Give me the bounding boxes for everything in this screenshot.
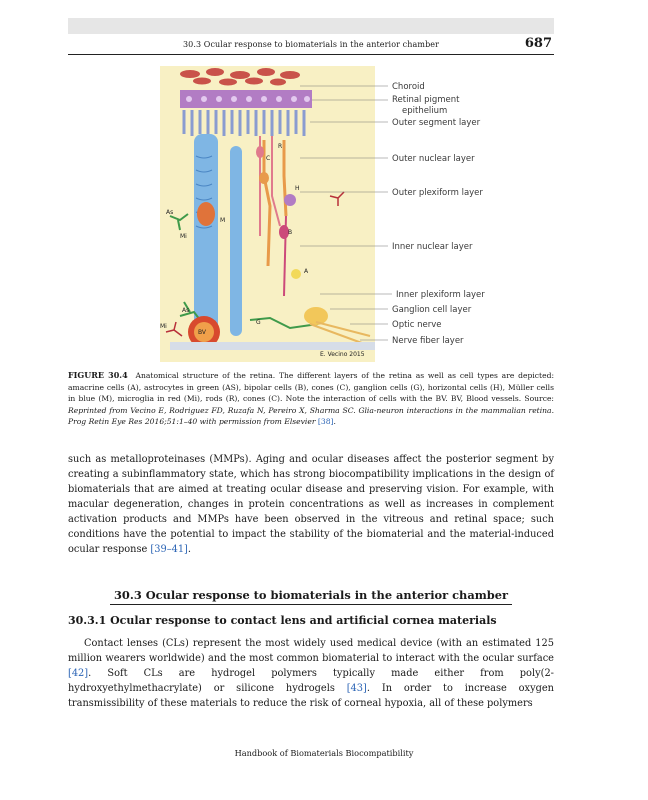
layer-label-outer-segment: Outer segment layer xyxy=(392,118,481,128)
subsection-heading: 30.3.1 Ocular response to contact lens and artificial cornea materials xyxy=(68,614,497,627)
paragraph-1-text: such as metalloproteinases (MMPs). Aging and ocular diseases affect the posterior segment by creating a subinflammatory state, which has strong biocompatibility implications in the design of biomaterials that are aimed at treating ocular disease and preserving vision. For example, with macular degeneration, changes in protein concentrations as well as increases in complement activation products and MMPs have been observed in the vitreous and retinal space; such conditions have the potential to impact the stability of the biomaterial and the material-induced ocular response xyxy=(68,454,554,555)
page-footer: Handbook of Biomaterials Biocompatibility xyxy=(234,748,414,758)
layer-label-rpe-1: Retinal pigment xyxy=(392,95,460,105)
retina-illustration xyxy=(160,66,490,362)
caption-source: Reprinted from Vecino E, Rodriguez FD, Ruzafa N, Pereiro X, Sharma SC. Glia-neuron interactions in the mammalian retina. Prog Retin Eye Res 2016;51:1–40 with permission from Elsevier xyxy=(68,405,554,427)
section-heading-text: 30.3 Ocular response to biomaterials in the anterior chamber xyxy=(110,588,512,605)
layer-label-inner-plexiform: Inner plexiform layer xyxy=(396,290,485,300)
paragraph-2-part-3: . In order to increase oxygen transmissibility of these materials to reduce the risk of corneal hypoxia, all of these polymers xyxy=(68,683,554,709)
label-mi-2: Mi xyxy=(160,323,167,330)
label-as-1: As xyxy=(166,209,174,216)
label-r: R xyxy=(278,143,283,150)
label-b: B xyxy=(288,229,293,236)
muller-nucleus xyxy=(197,202,215,226)
paragraph-1-end: . xyxy=(187,544,192,555)
paragraph-2-part-2: . Soft CLs are hydrogel polymers typically made either from poly(2-hydroxyethylmethacrylate) or silicone hydrogels xyxy=(68,668,554,694)
layer-label-inner-nuclear: Inner nuclear layer xyxy=(392,242,473,252)
paragraph-2 xyxy=(68,636,554,711)
muller-cells xyxy=(194,134,242,336)
layer-label-choroid: Choroid xyxy=(392,82,425,92)
caption-end: . xyxy=(333,417,336,427)
paragraph-1-ref-link[interactable]: [39–41] xyxy=(150,544,188,555)
label-h: H xyxy=(295,185,300,192)
amacrine-cell xyxy=(291,269,301,279)
rod-nucleus xyxy=(256,146,264,158)
retina-figure xyxy=(160,66,490,362)
label-mi-1: Mi xyxy=(180,233,187,240)
label-m: M xyxy=(220,217,226,224)
label-bv: BV xyxy=(198,329,207,336)
signature: E. Vecino 2015 xyxy=(320,351,365,358)
running-title: 30.3 Ocular response to biomaterials in the anterior chamber xyxy=(182,40,440,49)
caption-ref-link[interactable]: [38] xyxy=(317,417,334,427)
caption-text: Anatomical structure of the retina. The different layers of the retina as well as cell types are depicted: amacrine cells (A), astrocytes in green (AS), bipolar cells (B), cones (C), ganglion cells (G), horizontal cells (H), Müller cells in blue (M), microglia in red (Mi), rods (R), cones (C). Note the interaction of cells with the BV. BV, Blood vessels. Source: xyxy=(68,371,555,404)
layer-label-outer-plexiform: Outer plexiform layer xyxy=(392,188,483,198)
layer-label-nerve-fiber: Nerve fiber layer xyxy=(392,336,464,346)
cone-nucleus xyxy=(259,172,269,184)
layer-label-optic-nerve: Optic nerve xyxy=(392,320,442,330)
layer-label-ganglion: Ganglion cell layer xyxy=(392,305,472,315)
label-as-2: As xyxy=(182,307,190,314)
page-number: 687 xyxy=(524,36,552,51)
top-gray-bar xyxy=(68,18,554,34)
horizontal-cell xyxy=(284,194,296,206)
label-c: C xyxy=(266,155,271,162)
section-heading xyxy=(68,588,554,605)
layer-label-rpe-2: epithelium xyxy=(402,106,448,116)
paragraph-1 xyxy=(68,452,554,557)
nerve-fiber-base xyxy=(170,342,375,350)
label-g: G xyxy=(256,319,261,326)
paragraph-2-ref-2-link[interactable]: [43] xyxy=(346,683,367,694)
figure-caption xyxy=(68,370,554,428)
label-a: A xyxy=(304,268,309,275)
caption-label: FIGURE 30.4 xyxy=(68,370,128,380)
layer-label-outer-nuclear: Outer nuclear layer xyxy=(392,154,475,164)
rpe-layer xyxy=(180,90,312,108)
paragraph-2-part-1: Contact lenses (CLs) represent the most widely used medical device (with an estimated 125 million wearers worldwide) and the most common biomaterial to interact with the ocular surface xyxy=(68,638,554,664)
paragraph-2-ref-1-link[interactable]: [42] xyxy=(68,668,89,679)
running-header xyxy=(68,36,554,55)
